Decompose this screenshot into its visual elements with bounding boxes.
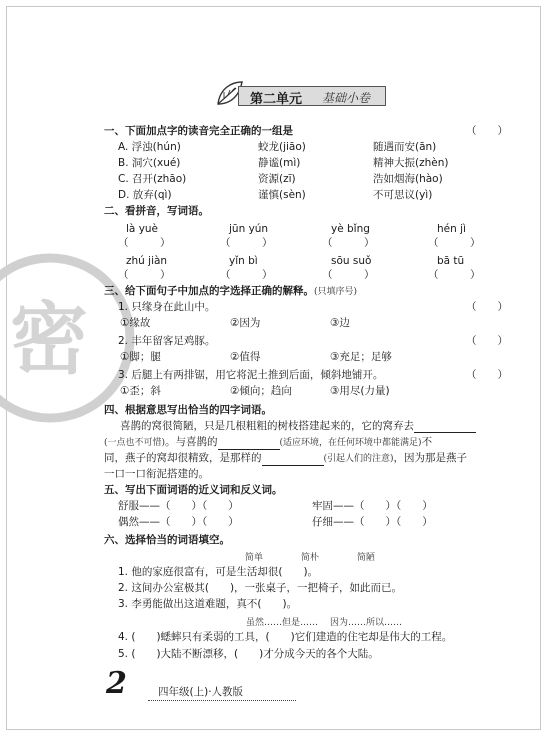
q1-title: 一、下面加点字的读音完全正确的一组是	[104, 125, 293, 137]
q3-answer-paren[interactable]: （ ）	[466, 301, 508, 313]
q3-sentence: 3. 后腿上有两排锯，用它将泥土推到后面，倾斜地铺开。	[118, 369, 384, 381]
q4-line1	[120, 420, 476, 433]
footer-underline	[148, 700, 296, 701]
q3-title-text: 三、给下面句子中加点的字选择正确的解释。	[104, 285, 314, 297]
q2-pinyin: hén jì	[437, 223, 466, 235]
q1-option-3-2: 不可思议(yì)	[373, 189, 433, 201]
q3-option: ②倾向；趋向	[230, 385, 292, 397]
q6-word-option: 简朴	[301, 553, 320, 563]
q4-line4: 一口一口衔泥搭建的。	[104, 468, 209, 480]
q1-option-0-0: A. 浮浊(hún)	[118, 141, 181, 153]
q1-option-0-1: 蛟龙(jiāo)	[258, 141, 306, 153]
q6-title: 六、选择恰当的词语填空。	[104, 534, 230, 546]
q3-answer-paren[interactable]: （ ）	[466, 335, 508, 347]
stamp-char: 密	[10, 295, 89, 385]
q4-title: 四、根据意思写出恰当的四字词语。	[104, 404, 272, 416]
q6-conjunction-option: 虽然……但是……	[246, 618, 319, 628]
q1-option-3-0: D. 放弃(qì)	[118, 189, 172, 201]
q2-pinyin: sōu suǒ	[331, 255, 372, 267]
q1-option-1-2: 精神大振(zhèn)	[373, 157, 449, 169]
q1-option-1-0: B. 洞穴(xué)	[118, 157, 181, 169]
grade-label: 四年级(上)·人教版	[158, 686, 244, 698]
q2-answer-box[interactable]: （ ）	[428, 269, 481, 281]
q2-pinyin: bā tū	[437, 255, 465, 267]
q2-pinyin: zhú jiàn	[126, 255, 168, 267]
q1-option-2-1: 资源(zī)	[258, 173, 296, 185]
q4-note-2: (适应环境，在任何环境中都能满足)	[279, 438, 422, 448]
unit-subtitle: 基础小卷	[322, 91, 371, 105]
q3-option: ③边	[330, 317, 350, 329]
q4-line2	[104, 436, 432, 450]
q1-option-2-0: C. 召开(zhāo)	[118, 173, 187, 185]
page-number: 2	[106, 666, 127, 701]
q4-line2-end: 不	[421, 436, 433, 448]
q4-line2-text: 。与喜鹊的	[165, 436, 218, 448]
q4-blank-1[interactable]	[414, 421, 476, 433]
q3-option: ②因为	[230, 317, 261, 329]
q6-sentence[interactable]: 2. 这间办公室极其( )，一张桌子，一把椅子，如此而已。	[118, 582, 403, 594]
q5-pair[interactable]: 偶然——（ ）（ ）	[118, 516, 239, 528]
q3-option: ②值得	[230, 351, 261, 363]
q3-option: ③充足；足够	[330, 351, 392, 363]
q6-sentence[interactable]: 5. ( )大陆不断漂移，( )才分成今天的各个大陆。	[118, 648, 379, 660]
q1-option-3-1: 谨慎(sèn)	[258, 189, 306, 201]
q4-line3	[104, 452, 467, 466]
q4-line3-text: 同，燕子的窝却很精致，是那样的	[104, 452, 262, 464]
q6-word-option: 简单	[245, 553, 264, 563]
q2-answer-box[interactable]: （ ）	[322, 237, 375, 249]
q4-note-3: (引起人们的注意)	[323, 454, 394, 464]
q5-pair[interactable]: 牢固——（ ）（ ）	[312, 500, 433, 512]
q3-option: ③用尽(力量)	[330, 385, 390, 397]
q3-option: ①脚；腿	[120, 351, 161, 363]
q1-option-0-2: 随遇而安(ān)	[373, 141, 437, 153]
q4-line3-end: ，因为那是燕子	[393, 452, 468, 464]
q4-line1-text: 喜鹊的窝很简陋，只是几根粗粗的树枝搭建起来的，它的窝弃去	[120, 420, 414, 432]
q3-sentence: 1. 只缘身在此山中。	[118, 301, 216, 313]
q2-answer-box[interactable]: （ ）	[428, 237, 481, 249]
q2-answer-box[interactable]: （ ）	[220, 269, 273, 281]
q1-answer-paren: （ ）	[466, 125, 508, 137]
q5-title: 五、写出下面词语的近义词和反义词。	[104, 484, 283, 496]
q1-option-2-2: 浩如烟海(hào)	[373, 173, 443, 185]
q2-answer-box[interactable]: （ ）	[118, 237, 171, 249]
q2-answer-box[interactable]: （ ）	[322, 269, 375, 281]
q2-title: 二、看拼音，写词语。	[104, 205, 209, 217]
q4-note-1: (一点也不可惜)	[104, 438, 166, 448]
q5-pair[interactable]: 舒服——（ ）（ ）	[118, 500, 239, 512]
q2-answer-box[interactable]: （ ）	[220, 237, 273, 249]
q6-sentence[interactable]: 3. 李勇能做出这道难题，真不( )。	[118, 598, 298, 610]
q6-sentence[interactable]: 4. ( )蟋蟀只有柔弱的工具，( )它们建造的住宅却是伟大的工程。	[118, 631, 453, 643]
q6-conjunction-option: 因为……所以……	[330, 618, 403, 628]
q4-blank-3[interactable]	[262, 454, 324, 466]
q2-pinyin: yè bǐng	[331, 223, 370, 235]
q3-title	[104, 285, 357, 299]
q5-pair[interactable]: 仔细——（ ）（ ）	[312, 516, 433, 528]
q3-option: ①歪；斜	[120, 385, 161, 397]
q2-answer-box[interactable]: （ ）	[118, 269, 171, 281]
unit-title: 第二单元	[250, 92, 303, 107]
q3-sentence: 2. 丰年留客足鸡豚。	[118, 335, 216, 347]
q1-option-1-1: 静谧(mì)	[258, 157, 301, 169]
q6-sentence[interactable]: 1. 他的家庭很富有，可是生活却很( )。	[118, 566, 319, 578]
q3-title-note: (只填序号)	[314, 287, 358, 297]
q3-option: ①缘故	[120, 317, 151, 329]
q2-pinyin: yǐn bì	[229, 255, 258, 267]
q4-blank-2[interactable]	[218, 438, 280, 450]
q6-word-option: 简陋	[357, 553, 376, 563]
q2-pinyin: là yuè	[126, 223, 159, 235]
q2-pinyin: jūn yún	[229, 223, 269, 235]
q3-answer-paren[interactable]: （ ）	[466, 369, 508, 381]
